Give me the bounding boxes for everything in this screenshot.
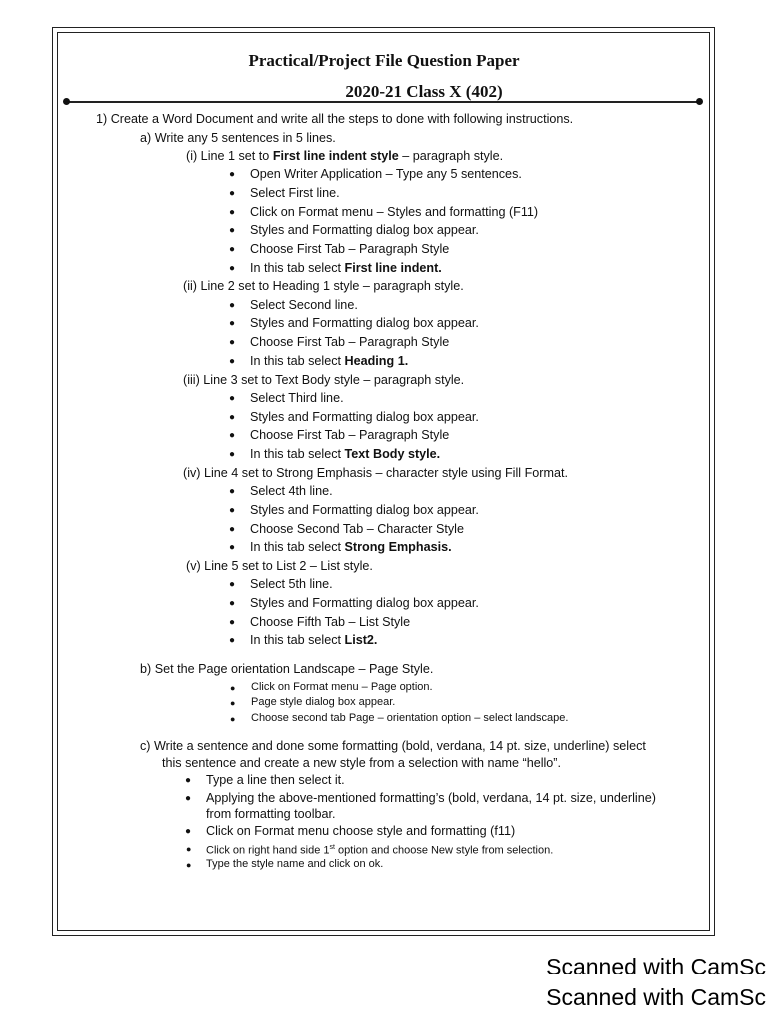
list-item: Select Third line. xyxy=(250,391,344,405)
scanner-watermark: Scanned with CamSc xyxy=(546,954,766,974)
list-item: Select 4th line. xyxy=(250,484,333,498)
bullet-icon: ● xyxy=(230,698,236,708)
bullet-icon: ● xyxy=(185,775,192,786)
sub-ii: (ii) Line 2 set to Heading 1 style – paragraph style. xyxy=(183,279,464,293)
list-item: In this tab select First line indent. xyxy=(250,261,442,275)
list-item: Choose second tab Page – orientation option – select landscape. xyxy=(251,712,569,724)
list-item: Click on Format menu – Page option. xyxy=(251,681,433,693)
list-item: Choose First Tab – Paragraph Style xyxy=(250,335,450,349)
list-item: Select First line. xyxy=(250,186,340,200)
bullet-icon: ● xyxy=(229,449,236,460)
list-item: Styles and Formatting dialog box appear. xyxy=(250,503,479,517)
list-item: Styles and Formatting dialog box appear. xyxy=(250,596,479,610)
bullet-icon: ● xyxy=(229,169,236,180)
list-item: Click on Format menu – Styles and formatting (F11) xyxy=(250,205,539,219)
list-item: Styles and Formatting dialog box appear. xyxy=(250,410,479,424)
sub-iv: (iv) Line 4 set to Strong Emphasis – character style using Fill Format. xyxy=(183,466,568,480)
bullet-icon: ● xyxy=(229,356,236,367)
list-item: Choose Second Tab – Character Style xyxy=(250,522,464,536)
list-item: Click on Format menu choose style and formatting (f11) xyxy=(206,824,516,838)
bullet-icon: ● xyxy=(229,207,236,218)
bullet-icon: ● xyxy=(229,617,236,628)
bullet-icon: ● xyxy=(185,793,192,804)
list-item-cont: from formatting toolbar. xyxy=(206,807,336,821)
bullet-icon: ● xyxy=(186,844,192,854)
document-title: Practical/Project File Question Paper xyxy=(248,51,520,70)
bullet-icon: ● xyxy=(229,542,236,553)
sub-v: (v) Line 5 set to List 2 – List style. xyxy=(186,559,373,573)
sub-i: (i) Line 1 set to First line indent style – paragraph style. xyxy=(186,149,504,163)
bullet-icon: ● xyxy=(229,393,236,404)
list-item: Styles and Formatting dialog box appear. xyxy=(250,316,479,330)
list-item: Choose First Tab – Paragraph Style xyxy=(250,428,450,442)
list-item: Open Writer Application – Type any 5 sentences. xyxy=(250,167,522,181)
question-1c-cont: this sentence and create a new style from a selection with name “hello”. xyxy=(162,756,562,770)
question-1a: a) Write any 5 sentences in 5 lines. xyxy=(140,131,336,145)
sub-iii: (iii) Line 3 set to Text Body style – paragraph style. xyxy=(183,373,465,387)
bullet-icon: ● xyxy=(229,263,236,274)
list-item: Type the style name and click on ok. xyxy=(206,858,384,870)
list-item: Applying the above-mentioned formatting’s (bold, verdana, 14 pt. size, underline) xyxy=(206,791,656,805)
bullet-icon: ● xyxy=(229,505,236,516)
scanner-watermark: Scanned with CamSc xyxy=(546,984,766,1010)
bullet-icon: ● xyxy=(229,225,236,236)
bullet-icon: ● xyxy=(229,579,236,590)
question-1b: b) Set the Page orientation Landscape – Page Style. xyxy=(140,662,434,676)
bullet-icon: ● xyxy=(229,244,236,255)
bullet-icon: ● xyxy=(230,714,236,724)
bullet-icon: ● xyxy=(229,524,236,535)
document-subtitle: 2020-21 Class X (402) xyxy=(345,82,503,101)
bullet-icon: ● xyxy=(229,337,236,348)
bullet-icon: ● xyxy=(229,188,236,199)
list-item: Choose First Tab – Paragraph Style xyxy=(250,242,450,256)
list-item: Select 5th line. xyxy=(250,577,333,591)
bullet-icon: ● xyxy=(229,598,236,609)
question-1c: c) Write a sentence and done some formatting (bold, verdana, 14 pt. size, underline) select xyxy=(140,739,646,753)
bullet-icon: ● xyxy=(229,486,236,497)
list-item: In this tab select Heading 1. xyxy=(250,354,409,368)
question-1: 1) Create a Word Document and write all the steps to done with following instructions. xyxy=(96,112,574,126)
list-item: In this tab select List2. xyxy=(250,633,378,647)
list-item: In this tab select Text Body style. xyxy=(250,447,441,461)
bullet-icon: ● xyxy=(229,635,236,646)
list-item: Page style dialog box appear. xyxy=(251,696,396,708)
list-item: Click on right hand side 1st option and choose New style from selection. xyxy=(206,844,554,857)
bullet-icon: ● xyxy=(230,683,236,693)
bullet-icon: ● xyxy=(229,412,236,423)
list-item: In this tab select Strong Emphasis. xyxy=(250,540,452,554)
list-item: Select Second line. xyxy=(250,298,358,312)
list-item: Choose Fifth Tab – List Style xyxy=(250,615,411,629)
list-item: Styles and Formatting dialog box appear. xyxy=(250,223,479,237)
bullet-icon: ● xyxy=(229,318,236,329)
bullet-icon: ● xyxy=(229,300,236,311)
bullet-icon: ● xyxy=(185,826,192,837)
bullet-icon: ● xyxy=(229,430,236,441)
list-item: Type a line then select it. xyxy=(206,773,345,787)
bullet-icon: ● xyxy=(186,860,192,870)
